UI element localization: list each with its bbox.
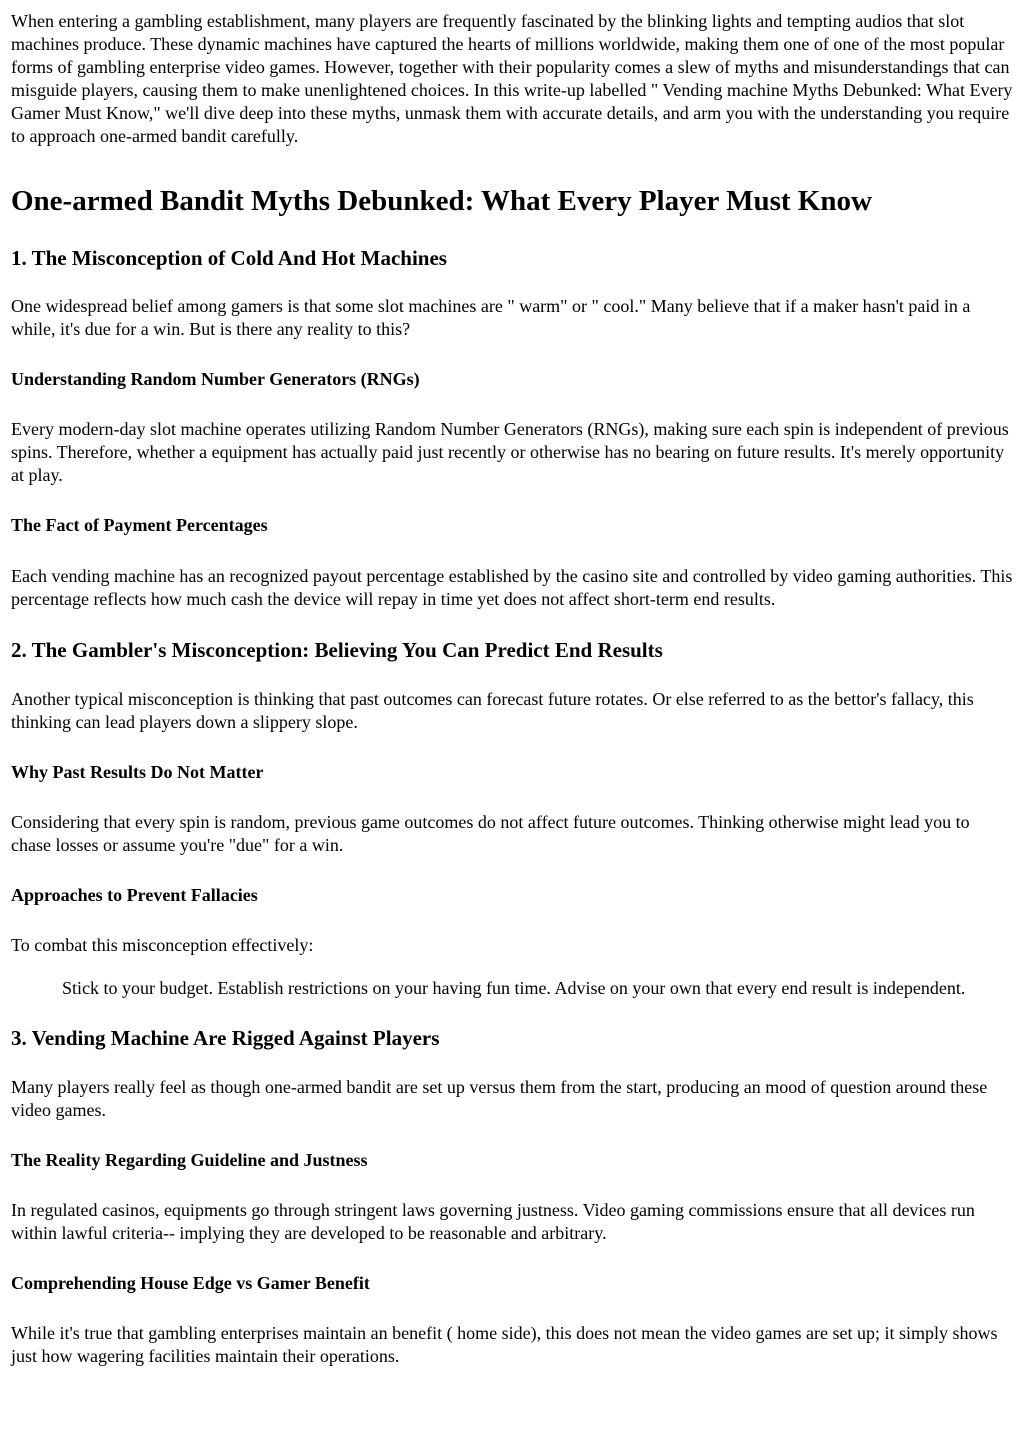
section-1-paragraph: One widespread belief among gamers is that some slot machines are " warm" or " cool." Many believe that if a maker hasn't paid in a while, it's due for a win. But is there any reality to this? (11, 296, 971, 339)
house-edge-subheading: Comprehending House Edge vs Gamer Benefit (11, 1273, 370, 1293)
past-results-subheading: Why Past Results Do Not Matter (11, 762, 264, 782)
prevent-fallacies-paragraph: To combat this misconception effectively: (11, 935, 314, 955)
payment-subheading: The Fact of Payment Percentages (11, 515, 268, 535)
prevent-fallacies-subheading: Approaches to Prevent Fallacies (11, 885, 258, 905)
payment-paragraph: Each vending machine has an recognized payout percentage established by the casino site and controlled by video gaming authorities. This percentage reflects how much cash the device will repay in time yet does not affect short-term end results. (11, 566, 1013, 609)
past-results-paragraph: Considering that every spin is random, previous game outcomes do not affect future outcomes. Thinking otherwise might lead you to chase losses or assume you're "due" for a win. (11, 812, 970, 855)
rng-subheading: Understanding Random Number Generators (RNGs) (11, 369, 420, 389)
intro-paragraph: When entering a gambling establishment, many players are frequently fascinated by the blinking lights and tempting audios that slot machines produce. These dynamic machines have captured the hearts of millions worldwide, making them one of one of the most popular forms of gambling enterprise video games. However, together with their popularity comes a slew of myths and misunderstandings that can misguide players, causing them to make unenlightened choices. In this write-up labelled " Vending machine Myths Debunked: What Every Gamer Must Know," we'll dive deep into these myths, unmask them with accurate details, and arm you with the understanding you require to approach one-armed bandit carefully. (11, 11, 1013, 146)
section-3-paragraph: Many players really feel as though one-armed bandit are set up versus them from the start, producing an mood of question around these video games. (11, 1077, 988, 1120)
section-1-heading: 1. The Misconception of Cold And Hot Machines (11, 246, 447, 270)
rng-paragraph: Every modern-day slot machine operates utilizing Random Number Generators (RNGs), making sure each spin is independent of previous spins. Therefore, whether a equipment has actually paid just recently or otherwise has no bearing on future results. It's merely opportunity at play. (11, 419, 1009, 485)
section-2-heading: 2. The Gambler's Misconception: Believing You Can Predict End Results (11, 638, 663, 662)
house-edge-paragraph: While it's true that gambling enterprises maintain an benefit ( home side), this does not mean the video games are set up; it simply shows just how wagering facilities maintain their operations. (11, 1323, 998, 1366)
reality-paragraph: In regulated casinos, equipments go through stringent laws governing justness. Video gaming commissions ensure that all devices run within lawful criteria-- implying they are developed to be reasonable and arbitrary. (11, 1200, 975, 1243)
page-title: One-armed Bandit Myths Debunked: What Every Player Must Know (11, 185, 872, 217)
section-2-paragraph: Another typical misconception is thinking that past outcomes can forecast future rotates. Or else referred to as the bettor's fallacy, this thinking can lead players down a slippery slope. (11, 689, 974, 732)
section-3-heading: 3. Vending Machine Are Rigged Against Players (11, 1026, 440, 1050)
reality-subheading: The Reality Regarding Guideline and Justness (11, 1150, 368, 1170)
tips-blockquote: Stick to your budget. Establish restrictions on your having fun time. Advise on your own that every end result is independent. (62, 978, 966, 998)
